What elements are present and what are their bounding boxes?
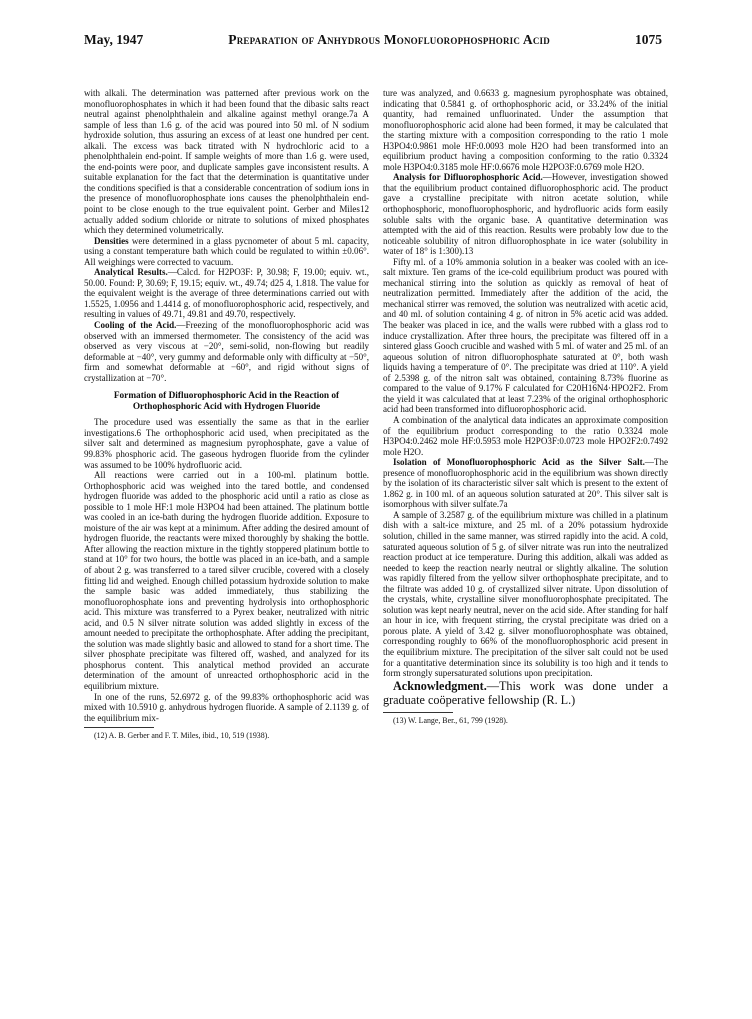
header-title: Preparation of Anhydrous Monofluorophosphoric Acid	[228, 32, 550, 47]
page-header	[84, 32, 662, 54]
run-in-heading: Analysis for Difluorophosphoric Acid.	[393, 172, 543, 183]
footnote-rule	[383, 712, 453, 713]
left-column	[84, 88, 369, 741]
acknowledgment	[383, 679, 668, 708]
paragraph: ture was analyzed, and 0.6633 g. magnesium pyrophosphate was obtained, indicating that 0.5841 g. of orthophosphoric acid, or 33.24% of the initial quantity, had remained unfluorinated. Under the assumption that monofluorophosphoric acid alone had been formed, it may be calculated that the starting mixture with a composition corresponding to the ratio 1 mole H3PO4:0.9861 mole HF:0.0093 mole H2O had been transformed into an equilibrium product having a composition conforming to the ratio 0.3324 mole H3PO4:0.3185 mole HF:0.6676 mole H2PO3F:0.6769 mole H2O.	[383, 88, 668, 172]
paragraph: All reactions were carried out in a 100-ml. platinum bottle. Orthophosphoric acid was weighed into the tared bottle, and condensed hydrogen fluoride was added to the phosphoric acid until a ratio as close as possible to 1 mole HF:1 mole H3PO4 had been attained. The platinum bottle was cooled in an ice-bath during the hydrogen fluoride addition. Exposure to moisture of the air was kept at a minimum. After adding the desired amount of hydrogen fluoride, the reactants were mixed thoroughly by shaking the bottle. After allowing the reaction mixture in the tightly stoppered platinum bottle to stand at 10° for two hours, the bottle was placed in an ice-bath, and a sample of about 2 g. was transferred to a tared silver crucible, covered with a closely fitting lid and weighed. Enough chilled potassium hydroxide solution to make the sample basic was added immediately, thus stabilizing the monofluorophosphate ions and preventing hydrolysis into orthophosphoric acid. This mixture was transferred to a Pyrex beaker, neutralized with nitric acid, and 0.5 N silver nitrate solution was added slightly in excess of the amount needed to precipitate the orthophosphate. After adding the precipitant, the solution was made slightly basic and allowed to stand for a short time. The silver phosphate precipitate was filtered off, washed, and analyzed for its phosphorus content. This analytical method provided an accurate determination of the amount of unreacted orthophosphoric acid in the equilibrium mixture.	[84, 470, 369, 691]
paragraph: with alkali. The determination was patterned after previous work on the monofluorophosphates in which it had been found that the dibasic salts react neutral against phenolphthalein and alkaline against methyl orange.7a A sample of less than 1.6 g. of the acid was poured into 50 ml. of N sodium hydroxide solution, thus assuring an excess of at least one hundred per cent. alkali. The excess was back titrated with N hydrochloric acid to a phenolphthalein end-point. If sample weights of more than 1.6 g. were used, the end-points were poor, and duplicate samples gave inconsistent results. A suitable explanation for the fact that the determination is quantitative under the conditions specified is that a considerable concentration of sodium ions in the presence of monofluorophosphate ions causes the phenolphthalein end-point to be close enough to the true equivalent point. Gerber and Miles12 actually added sodium chloride or nitrate to solutions of mixed phosphates which they determined volumetrically.	[84, 88, 369, 236]
paragraph-text: —However, investigation showed that the equilibrium product contained difluorophosphoric acid. The product gave a crystalline precipitate with nitron acetate solution, while orthophosphoric, monofluorophosphoric, and hydrofluoric acids form easily soluble salts with the organic base. A quantitative determination was attempted with the aid of this reaction. Results were probably low due to the noticeable solubility of nitron difluorophosphate in ice water (solubility in water of 18° is 1:300).13	[383, 172, 668, 257]
paragraph	[84, 267, 369, 320]
run-in-heading: Isolation of Monofluorophosphoric Acid as the Silver Salt.	[393, 457, 645, 468]
paragraph	[383, 457, 668, 510]
paragraph	[84, 320, 369, 383]
paragraph: Fifty ml. of a 10% ammonia solution in a beaker was cooled with an ice-salt mixture. Ten grams of the ice-cold equilibrium product was poured with mechanical stirring into the solution as quickly as removal of heat of neutralization permitted. Immediately after the addition of the acid, the mechanical stirrer was removed, the solution was neutralized with acetic acid, and 40 ml. of solution containing 4 g. of nitron in 5% acetic acid was added. The beaker was placed in ice, and the walls were rubbed with a glass rod to induce crystallization. After three hours, the precipitate was filtered off in a sintered glass Gooch crucible and washed with 5 ml. of water and 25 ml. of an aqueous solution of nitron difluorophosphate saturated at 0°, both wash liquids having a temperature of 0°. The precipitate was dried at 110°. A yield of 2.5398 g. of the nitron salt was obtained, containing 8.73% fluorine as compared to the value of 9.17% F calculated for C20H16N4·HPO2F2. From the yield it was calculated that at least 7.23% of the original orthophosphoric acid had been transformed into difluorophosphoric acid.	[383, 256, 668, 415]
page-number: 1075	[635, 32, 662, 47]
paragraph: A combination of the analytical data indicates an approximate composition of the equilibrium product corresponding to the ratio 0.3324 mole H3PO4:0.2462 mole HF:0.5953 mole H2PO3F:0.0723 mole HPO2F2:0.7492 mole H2O.	[383, 414, 668, 457]
section-title: Formation of Difluorophosphoric Acid in the Reaction of Orthophosphoric Acid with Hydrogen Fluoride	[113, 391, 340, 413]
paragraph: The procedure used was essentially the same as that in the earlier investigations.6 The orthophosphoric acid used, when precipitated as the silver salt and determined as magnesium pyrophosphate, gave a value of 99.83% phosphoric acid. The gaseous hydrogen fluoride from the cylinder was assumed to be 100% hydrofluoric acid.	[84, 417, 369, 470]
paragraph-text: —Calcd. for H2PO3F: P, 30.98; F, 19.00; equiv. wt., 50.00. Found: P, 30.69; F, 19.15; equiv. wt., 49.74; d25 4, 1.818. The value for the equivalent weight is the average of three determinations carried out with 1.5525, 1.0956 and 1.4414 g. of monofluorophosphoric acid, respectively, and resulting in values of 49.71, 49.81 and 49.70, respectively.	[84, 267, 369, 320]
acknowledgment-text: —This work was done under a graduate coöperative fellowship (R. L.)	[383, 678, 668, 708]
acknowledgment-heading: Acknowledgment.	[393, 678, 487, 693]
paragraph	[383, 172, 668, 256]
paragraph	[84, 236, 369, 268]
paragraph-text: —The presence of monofluorophosphoric acid in the equilibrium was shown directly by the isolation of its characteristic silver salt which is present to the extent of 1.862 g. in 100 ml. of an aqueous solution saturated at 20°. This silver salt is isomorphous with silver sulfate.7a	[383, 457, 668, 510]
paragraph-text: were determined in a glass pycnometer of about 5 ml. capacity, using a constant temperature bath which could be regulated to within ±0.06°. All weighings were corrected to vacuum.	[84, 235, 369, 267]
run-in-heading: Densities	[94, 235, 129, 246]
right-column	[383, 88, 668, 725]
paragraph: In one of the runs, 52.6972 g. of the 99.83% orthophosphoric acid was mixed with 10.5910 g. anhydrous hydrogen fluoride. A sample of 2.1139 g. of the equilibrium mix-	[84, 691, 369, 723]
run-in-heading: Analytical Results.	[94, 267, 168, 278]
footnote: (13) W. Lange, Ber., 61, 799 (1928).	[393, 715, 508, 725]
run-in-heading: Cooling of the Acid.	[94, 320, 177, 331]
paragraph: A sample of 3.2587 g. of the equilibrium mixture was chilled in a platinum dish with a salt-ice mixture, and 25 ml. of a 20% potassium hydroxide solution, chilled in the same manner, was stirred rapidly into the acid. A cold, saturated aqueous solution of 5 g. of silver nitrate was run into the neutralized reaction product at ice temperature. During this addition, alkali was added as needed to keep the reaction nearly neutral or slightly alkaline. The solution was rapidly filtered from the yellow silver orthophosphate precipitate, and to the filtrate was added 10 g. of crystallized silver nitrate. Upon dissolution of the crystals, white, crystalline silver monofluorophosphate precipitated. The solution was kept nearly neutral, never on the acid side. After standing for half an hour in ice, with frequent stirring, the crystal precipitate was dried on a porous plate. A yield of 3.42 g. silver monofluorophosphate was obtained, corresponding roughly to 66% of the monofluorophosphoric acid present in the equilibrium mixture. The precipitation of the silver salt could not be used for a quantitative determination since its solubility is too high and it tends to form strongly supersaturated solutions upon precipitation.	[383, 509, 668, 679]
footnote-rule	[84, 727, 154, 728]
footnote: (12) A. B. Gerber and F. T. Miles, ibid., 10, 519 (1938).	[94, 731, 270, 741]
paragraph-text: —Freezing of the monofluorophosphoric acid was observed with an immersed thermometer. The consistency of the acid was observed as very viscous at −20°, semi-solid, non-flowing but readily deformable at −40°, very gummy and deformable only with difficulty at −50°, firm and somewhat deformable at −60°, and rigid without signs of crystallization at −70°.	[84, 320, 370, 383]
header-date: May, 1947	[84, 32, 144, 47]
